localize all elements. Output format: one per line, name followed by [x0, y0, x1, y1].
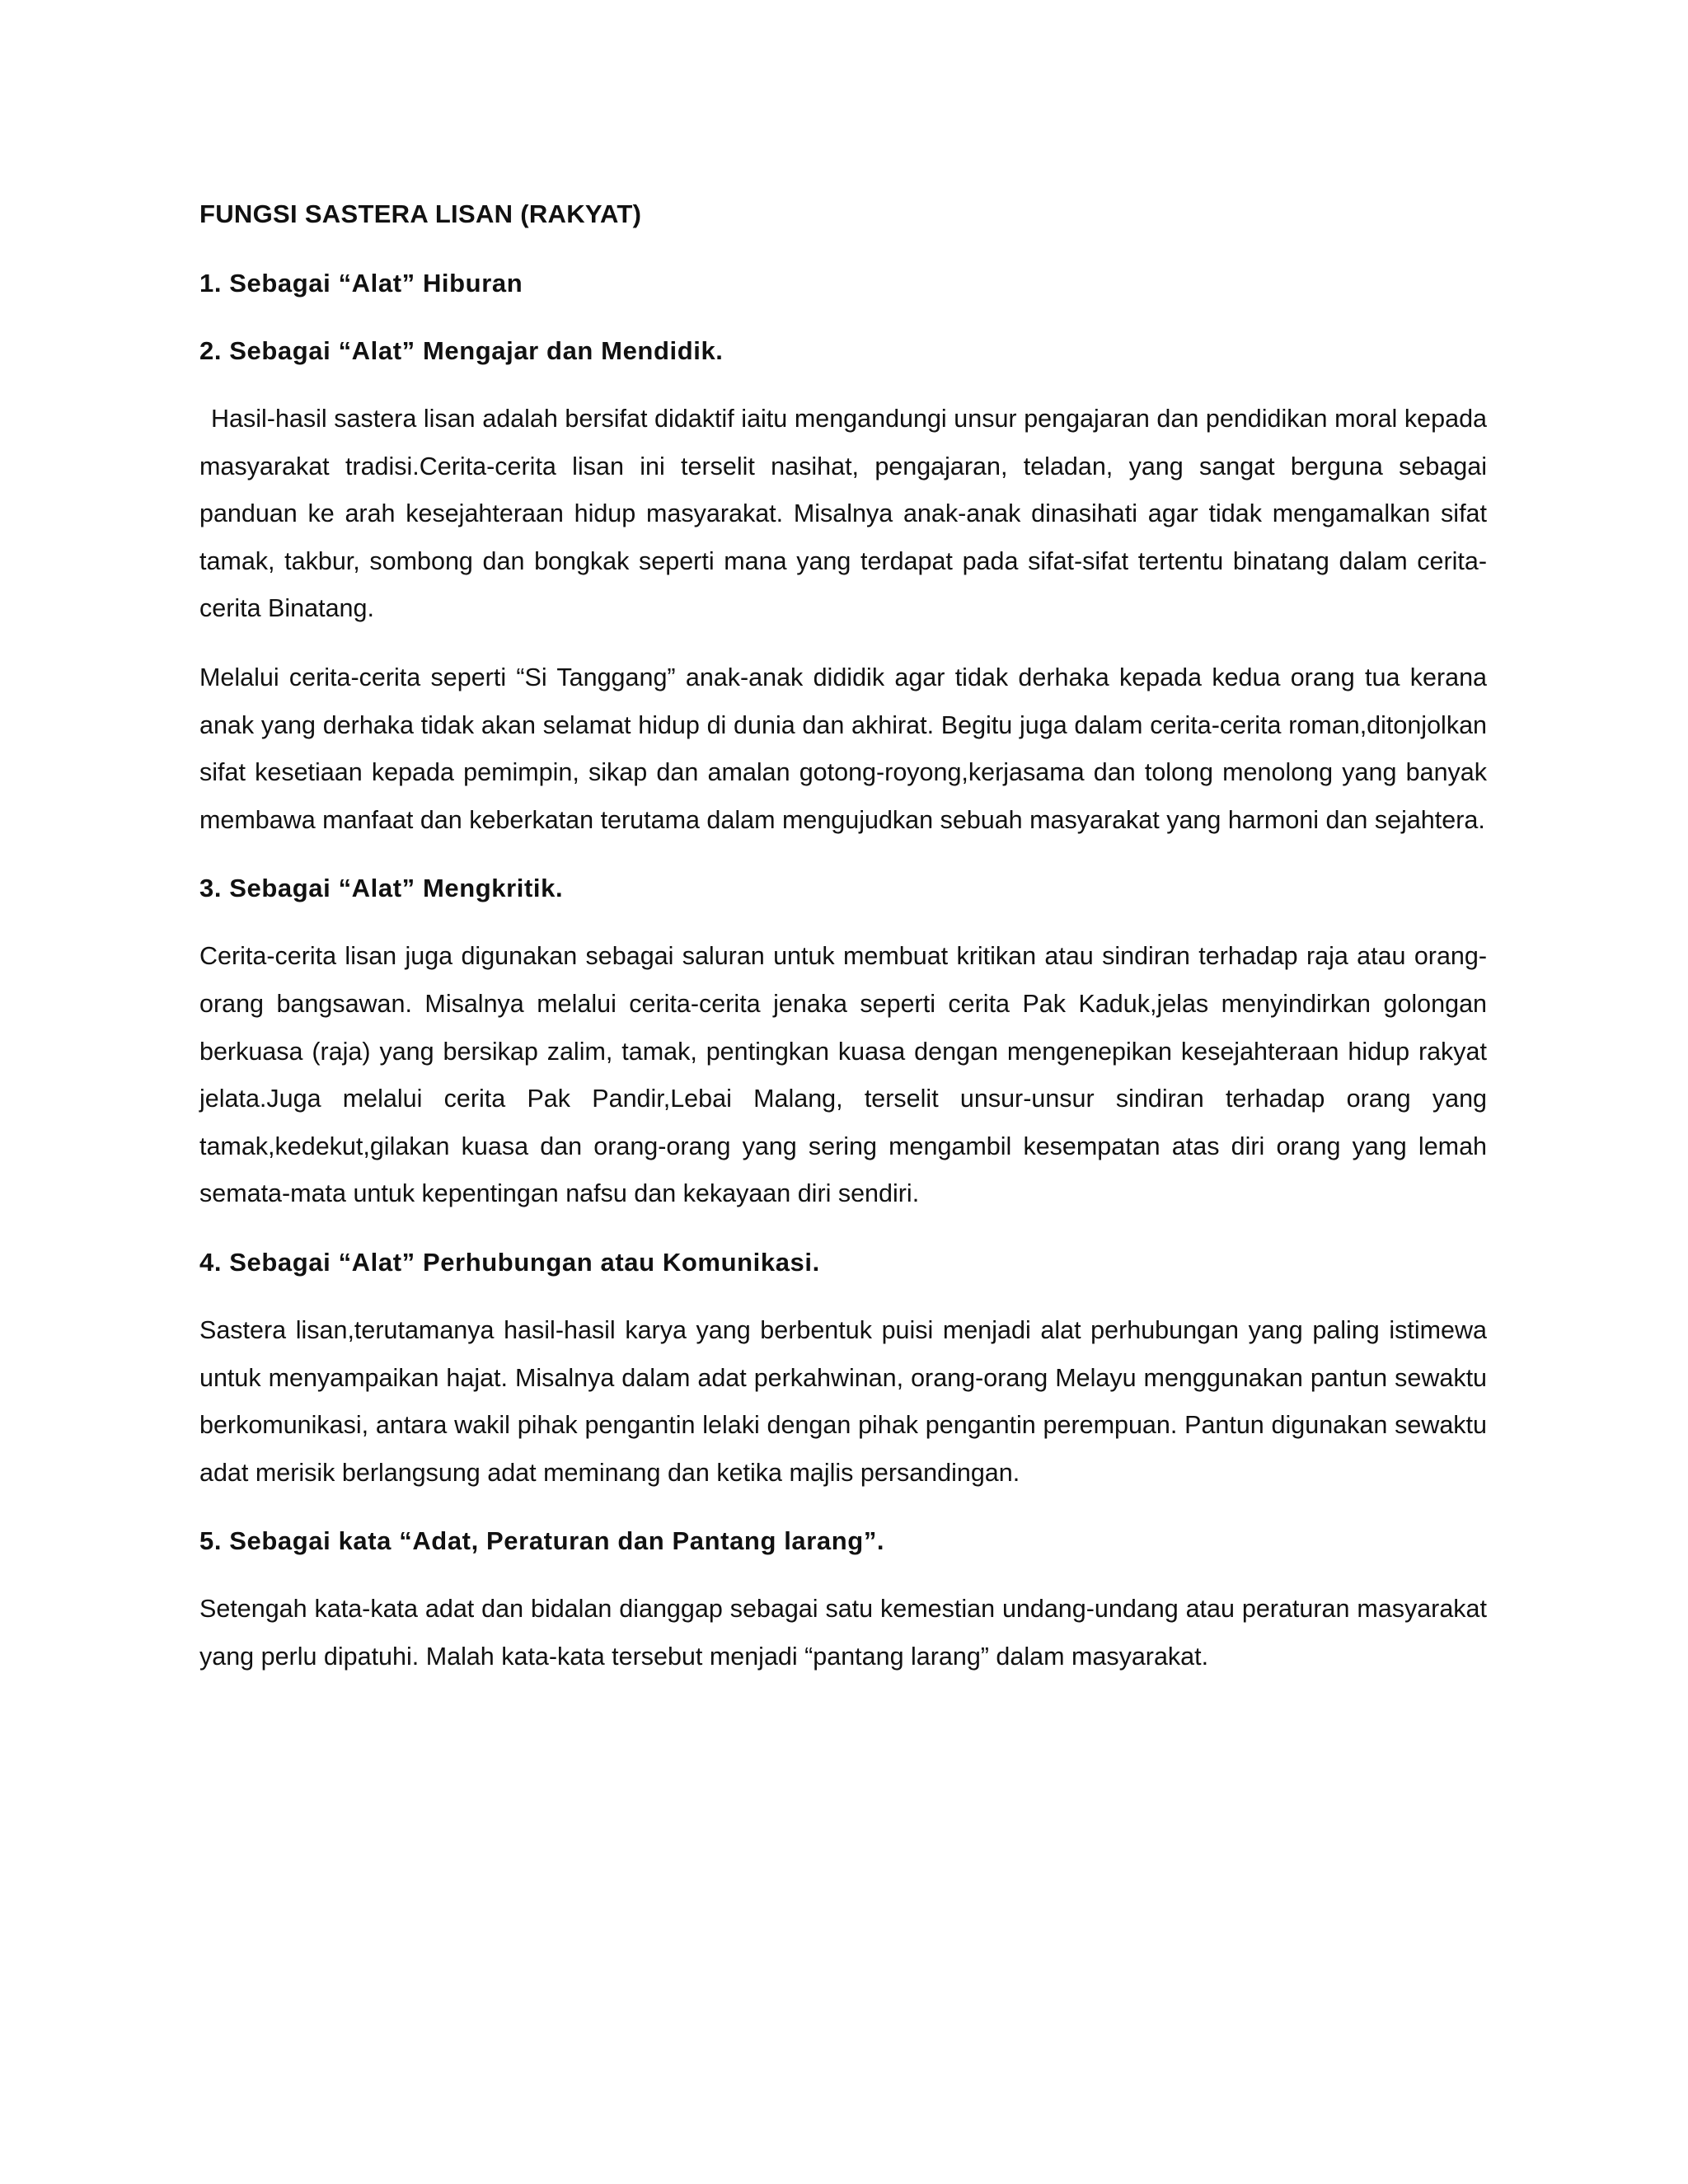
- section-heading-1: 1. Sebagai “Alat” Hiburan: [199, 269, 523, 298]
- document-page: [199, 191, 1487, 1702]
- section-2-paragraph-1: Hasil-hasil sastera lisan adalah bersifat didaktif iaitu mengandungi unsur pengajaran dan pendidikan moral kepada masyarakat tradisi.Cerita-cerita lisan ini terselit nasihat, pengajaran, teladan, yang sangat berguna sebagai panduan ke arah kesejahteraan hidup masyarakat. Misalnya anak-anak dinasihati agar tidak mengamalkan sifat tamak, takbur, sombong dan bongkak seperti mana yang terdapat pada sifat-sifat tertentu binatang dalam cerita-cerita Binatang.: [199, 405, 1487, 623]
- section-heading-5: 5. Sebagai kata “Adat, Peraturan dan Pantang larang”.: [199, 1526, 885, 1556]
- section-heading-3: 3. Sebagai “Alat” Mengkritik.: [199, 874, 564, 903]
- section-5-paragraph-1: Setengah kata-kata adat dan bidalan dianggap sebagai satu kemestian undang-undang atau peraturan masyarakat yang perlu dipatuhi. Malah kata-kata tersebut menjadi “pantang larang” dalam masyarakat.: [199, 1595, 1487, 1671]
- section-heading-2: 2. Sebagai “Alat” Mengajar dan Mendidik.: [199, 336, 724, 365]
- section-3-paragraph-1: Cerita-cerita lisan juga digunakan sebagai saluran untuk membuat kritikan atau sindiran terhadap raja atau orang-orang bangsawan. Misalnya melalui cerita-cerita jenaka seperti cerita Pak Kaduk,jelas menyindirkan golongan berkuasa (raja) yang bersikap zalim, tamak, pentingkan kuasa dengan mengenepikan kesejahteraan hidup rakyat jelata.Juga melalui cerita Pak Pandir,Lebai Malang, terselit unsur-unsur sindiran terhadap orang yang tamak,kedekut,gilakan kuasa dan orang-orang yang sering mengambil kesempatan atas diri orang yang lemah semata-mata untuk kepentingan nafsu dan kekayaan diri sendiri.: [199, 942, 1487, 1208]
- section-heading-4: 4. Sebagai “Alat” Perhubungan atau Komunikasi.: [199, 1247, 820, 1277]
- document-title: FUNGSI SASTERA LISAN (RAKYAT): [199, 199, 642, 228]
- section-2-paragraph-2: Melalui cerita-cerita seperti “Si Tanggang” anak-anak dididik agar tidak derhaka kepada kedua orang tua kerana anak yang derhaka tidak akan selamat hidup di dunia dan akhirat. Begitu juga dalam cerita-cerita roman,ditonjolkan sifat kesetiaan kepada pemimpin, sikap dan amalan gotong-royong,kerjasama dan tolong menolong yang banyak membawa manfaat dan keberkatan terutama dalam mengujudkan sebuah masyarakat yang harmoni dan sejahtera.: [199, 663, 1487, 834]
- section-4-paragraph-1: Sastera lisan,terutamanya hasil-hasil karya yang berbentuk puisi menjadi alat perhubungan yang paling istimewa untuk menyampaikan hajat. Misalnya dalam adat perkahwinan, orang-orang Melayu menggunakan pantun sewaktu berkomunikasi, antara wakil pihak pengantin lelaki dengan pihak pengantin perempuan. Pantun digunakan sewaktu adat merisik berlangsung adat meminang dan ketika majlis persandingan.: [199, 1315, 1487, 1487]
